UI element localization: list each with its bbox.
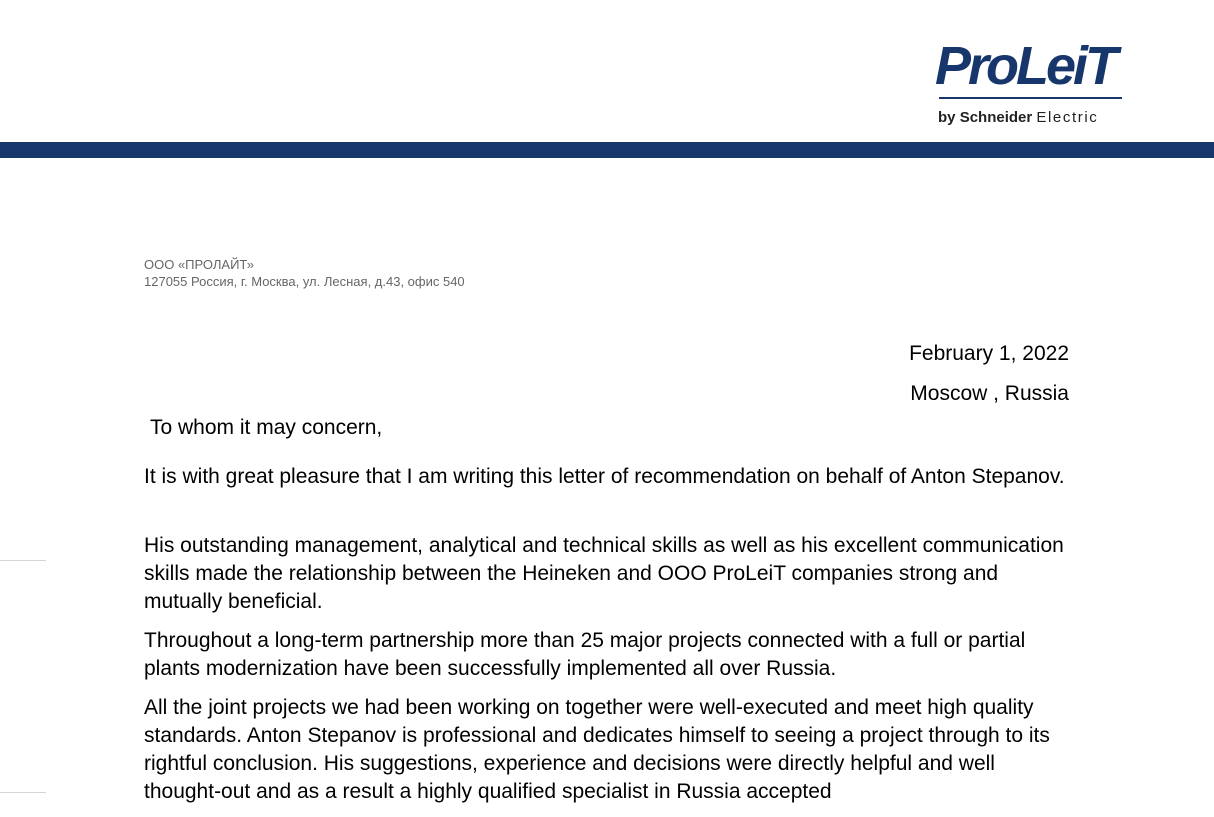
logo-tagline	[938, 109, 1098, 126]
date-place-block	[909, 334, 1069, 414]
logo-underline	[939, 97, 1122, 99]
sender-address-block	[144, 256, 465, 290]
logo-wordmark: ProLeiT	[935, 36, 1116, 96]
logo-by: by	[938, 109, 956, 126]
paragraph-skills: His outstanding management, analytical and technical skills as well as his excellent communication skills made the relationship between the Heineken and OOO ProLeiT companies strong and mutually beneficial.	[144, 534, 1064, 613]
sender-address: 127055 Россия, г. Москва, ул. Лесная, д.43, офис 540	[144, 274, 465, 289]
margin-hole-mark	[0, 792, 46, 793]
paragraph-projects: All the joint projects we had been working on together were well-executed and meet high quality standards. Anton Stepanov is professional and dedicates himself to seeing a project through to its rightful conclusion. His suggestions, experience and decisions were directly helpful and well thought-out and as a result a highly qualified specialist in Russia accepted	[144, 696, 1050, 803]
margin-fold-mark	[0, 560, 46, 561]
proleit-logo	[935, 36, 1127, 126]
logo-suffix: Electric	[1036, 109, 1099, 126]
letter-place: Moscow , Russia	[910, 382, 1069, 405]
letter-body	[144, 460, 1074, 817]
logo-brand: Schneider	[959, 109, 1033, 126]
paragraph-partnership: Throughout a long-term partnership more than 25 major projects connected with a full or partial plants modernization have been successfully implemented all over Russia.	[144, 629, 1026, 680]
letter-date: February 1, 2022	[909, 342, 1069, 365]
header-band	[0, 142, 1214, 158]
paragraph-intro: It is with great pleasure that I am writing this letter of recommendation on behalf of Anton Stepanov.	[144, 465, 1065, 488]
salutation: To whom it may concern,	[150, 416, 383, 439]
sender-company: ООО «ПРОЛАЙТ»	[144, 257, 255, 272]
